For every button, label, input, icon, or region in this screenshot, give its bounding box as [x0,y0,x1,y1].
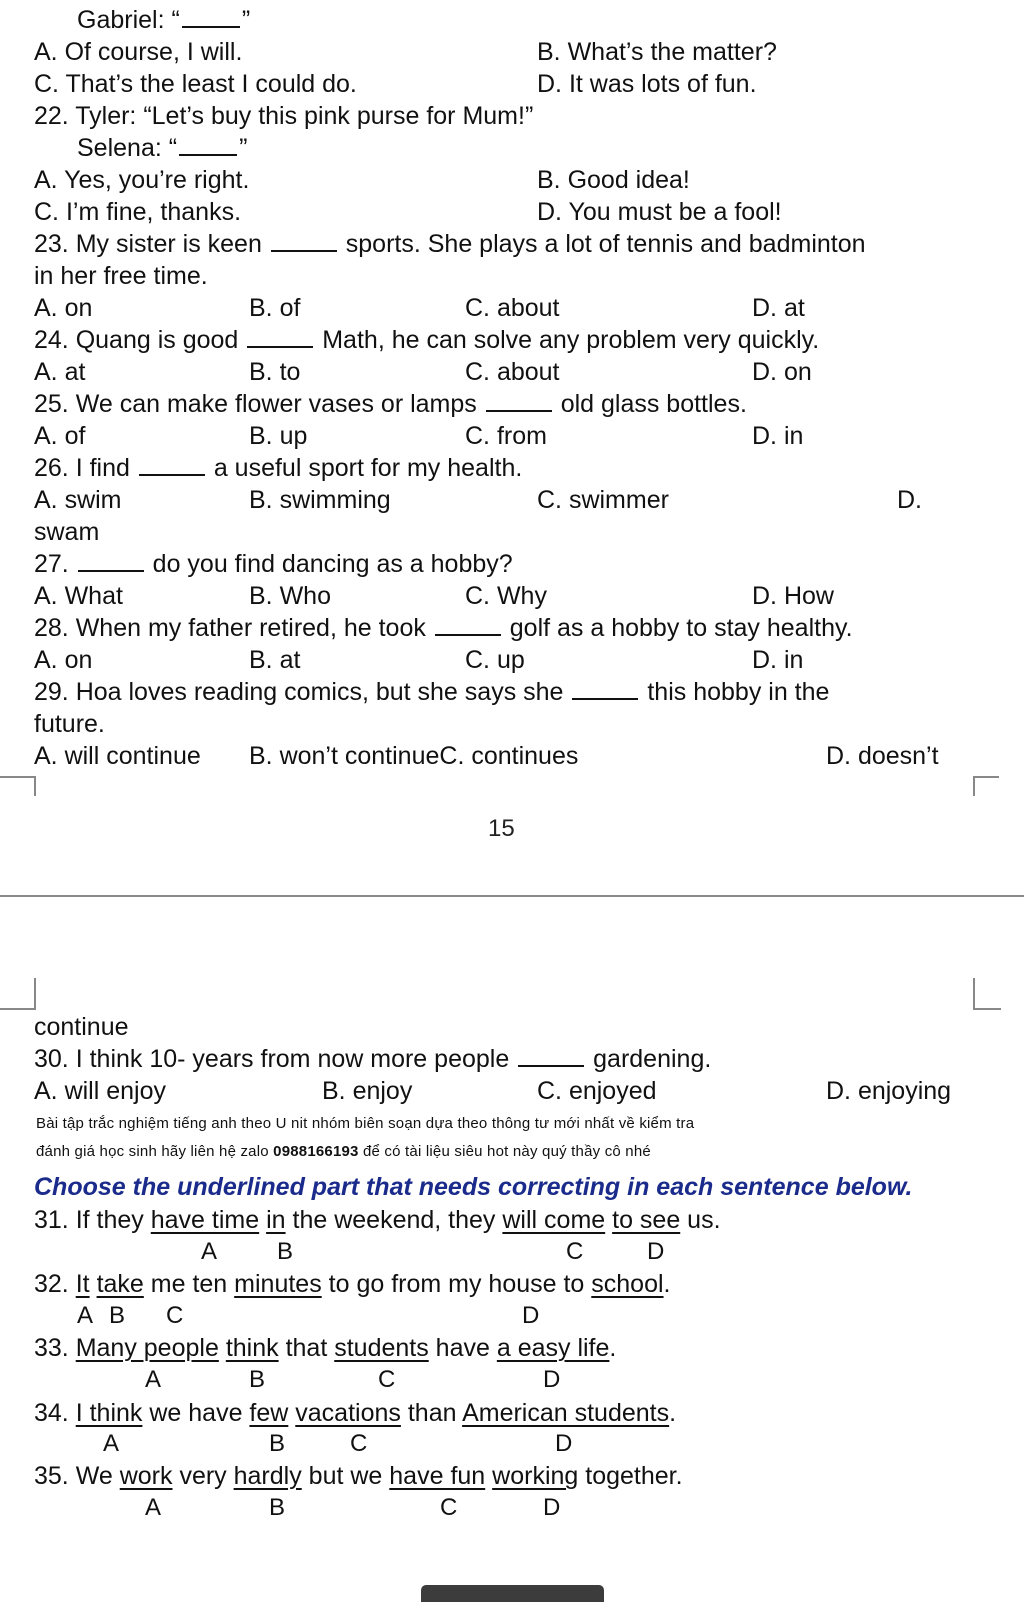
q29-option-d: D. doesn’t [826,742,939,770]
q31-sentence: 31. If they have time in the weekend, they will come to see us. [34,1206,721,1234]
q22-option-a: A. Yes, you’re right. [34,166,250,194]
q28-option-d: D. in [752,646,804,674]
q31-part-b: in [266,1206,286,1234]
q35-part-b: hardly [233,1462,302,1490]
q25-option-a: A. of [34,422,86,450]
promo-line-2: đánh giá học sinh hãy liên hệ zalo 0988166193 để có tài liệu siêu hot này quý thầy cô nhé [36,1143,651,1160]
q32-part-d: school [591,1270,664,1298]
page-number: 15 [488,815,515,842]
q23-stem: 23. My sister is keen sports. She plays a lot of tennis and badminton [34,230,866,258]
q29-option-a: A. will continue [34,742,201,770]
q30-stem: 30. I think 10- years from now more people gardening. [34,1045,712,1073]
q34-label-b: B [269,1430,286,1457]
q33-label-d: D [543,1366,561,1393]
q35-label-a: A [145,1494,162,1521]
q27-option-d: D. How [752,582,834,610]
q33-label-a: A [145,1366,162,1393]
q32-part-c: minutes [234,1270,322,1298]
section-heading: Choose the underlined part that needs correcting in each sentence below. [34,1173,913,1201]
q34-sentence: 34. I think we have few vacations than American students. [34,1399,677,1427]
q31-part-d: to see [612,1206,681,1234]
q23-option-d: D. at [752,294,805,322]
q23-option-b: B. of [249,294,301,322]
q24-option-c: C. about [465,358,560,386]
q32-label-d: D [522,1302,540,1329]
q23-stem-line2: in her free time. [34,262,208,290]
q34-part-a: I think [75,1399,143,1427]
q32-sentence: 32. It take me ten minutes to go from my house to school. [34,1270,671,1298]
q29-stem: 29. Hoa loves reading comics, but she says she this hobby in the [34,678,830,706]
q33-part-b: think [225,1334,279,1362]
q33-part-a: Many people [75,1334,219,1362]
q34-label-d: D [555,1430,573,1457]
q26-option-c: C. swimmer [537,486,669,514]
q31-label-a: A [201,1238,218,1265]
promo-line-1: Bài tập trắc nghiệm tiếng anh theo U nit nhóm biên soạn dựa theo thông tư mới nhất về kiểm tra [36,1115,695,1132]
q28-option-c: C. up [465,646,525,674]
q22-option-c: C. I’m fine, thanks. [34,198,242,226]
q35-part-a: work [119,1462,173,1490]
q22-stem: 22. Tyler: “Let’s buy this pink purse for Mum!” [34,102,534,130]
q24-stem: 24. Quang is good Math, he can solve any problem very quickly. [34,326,820,354]
q35-label-c: C [440,1494,458,1521]
q25-option-d: D. in [752,422,804,450]
q21-option-d: D. It was lots of fun. [537,70,757,98]
q32-label-a: A [77,1302,94,1329]
q28-option-b: B. at [249,646,301,674]
q28-option-a: A. on [34,646,93,674]
q31-part-c: will come [502,1206,606,1234]
q34-part-d: American students [462,1399,670,1427]
q32-part-a: It [75,1270,90,1298]
q35-sentence: 35. We work very hardly but we have fun working together. [34,1462,683,1490]
q32-label-b: B [109,1302,126,1329]
q29-option-b-c: B. won’t continueC. continues [249,742,579,770]
q26-option-d-text: swam [34,518,100,546]
q30-option-c: C. enjoyed [537,1077,657,1105]
crop-mark-top-left [0,978,36,1010]
q23-option-c: C. about [465,294,560,322]
q27-option-a: A. What [34,582,123,610]
q28-stem: 28. When my father retired, he took golf as a hobby to stay healthy. [34,614,853,642]
q34-label-c: C [350,1430,368,1457]
q33-label-c: C [378,1366,396,1393]
q35-label-d: D [543,1494,561,1521]
q33-part-d: a easy life [496,1334,610,1362]
q29-stem-line2: future. [34,710,105,738]
q34-part-c: vacations [295,1399,401,1427]
crop-mark-bottom-right [973,776,999,796]
q26-option-d: D. [897,486,922,514]
q25-option-c: C. from [465,422,547,450]
q21-option-c: C. That’s the least I could do. [34,70,357,98]
q24-option-a: A. at [34,358,86,386]
q26-option-a: A. swim [34,486,122,514]
q30-option-b: B. enjoy [322,1077,413,1105]
q24-option-d: D. on [752,358,812,386]
q25-option-b: B. up [249,422,308,450]
q33-label-b: B [249,1366,266,1393]
q31-label-c: C [566,1238,584,1265]
q26-stem: 26. I find a useful sport for my health. [34,454,523,482]
q32-label-c: C [166,1302,184,1329]
q29-option-d-text: continue [34,1013,129,1041]
q35-part-c: have fun [389,1462,486,1490]
q31-label-d: D [647,1238,665,1265]
crop-mark-top-right [973,978,1001,1010]
q34-part-b: few [249,1399,289,1427]
q27-option-c: C. Why [465,582,547,610]
q22-option-d: D. You must be a fool! [537,198,782,226]
q21-option-a: A. Of course, I will. [34,38,243,66]
q21-prompt: Gabriel: “ ” [77,6,251,34]
q31-part-a: have time [150,1206,260,1234]
crop-mark-bottom-left [0,776,36,796]
q35-label-b: B [269,1494,286,1521]
q21-option-b: B. What’s the matter? [537,38,777,66]
q26-option-b: B. swimming [249,486,391,514]
q35-part-d: working [492,1462,579,1490]
q33-sentence: 33. Many people think that students have a easy life. [34,1334,617,1362]
q25-stem: 25. We can make flower vases or lamps old glass bottles. [34,390,747,418]
q27-option-b: B. Who [249,582,331,610]
page-separator [0,895,1024,897]
q32-part-b: take [96,1270,144,1298]
q23-option-a: A. on [34,294,93,322]
q34-label-a: A [103,1430,120,1457]
q33-part-c: students [334,1334,429,1362]
q24-option-b: B. to [249,358,301,386]
q30-option-a: A. will enjoy [34,1077,166,1105]
home-indicator-bar[interactable] [421,1585,604,1602]
q22-prompt: Selena: “ ” [77,134,248,162]
q27-stem: 27. do you find dancing as a hobby? [34,550,513,578]
q31-label-b: B [277,1238,294,1265]
q22-option-b: B. Good idea! [537,166,690,194]
q30-option-d: D. enjoying [826,1077,952,1105]
promo-phone: 0988166193 [273,1143,359,1160]
